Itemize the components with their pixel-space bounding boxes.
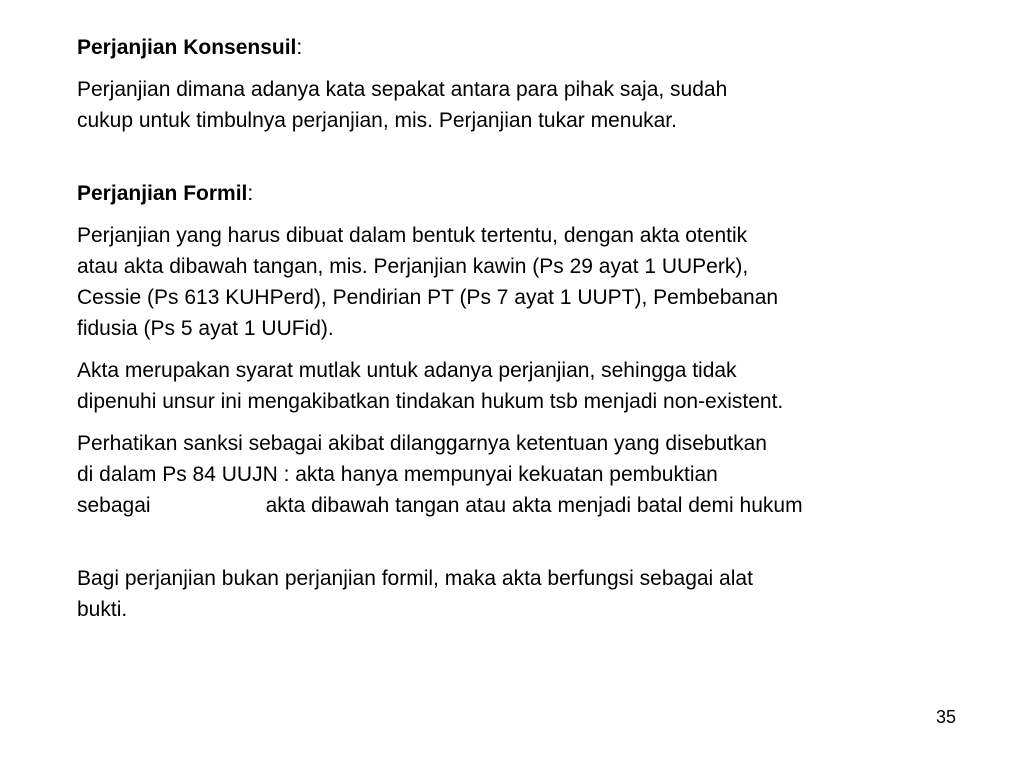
text-line: cukup untuk timbulnya perjanjian, mis. Perjanjian tukar menukar. xyxy=(77,109,677,132)
text-line: Perjanjian dimana adanya kata sepakat antara para pihak saja, sudah xyxy=(77,78,728,101)
text-line: Cessie (Ps 613 KUHPerd), Pendirian PT (Ps 7 ayat 1 UUPT), Pembebanan xyxy=(77,286,779,309)
heading-formil-colon: : xyxy=(247,182,254,205)
spacer xyxy=(77,136,977,178)
text-line: atau akta dibawah tangan, mis. Perjanjian kawin (Ps 29 ayat 1 UUPerk), xyxy=(77,255,749,278)
spacer xyxy=(77,63,977,74)
heading-formil-text: Perjanjian Formil xyxy=(77,182,248,205)
text-line-end: akta dibawah tangan atau akta menjadi batal demi hukum xyxy=(265,494,803,517)
heading-konsensuil-text: Perjanjian Konsensuil xyxy=(77,36,297,59)
spacer xyxy=(77,417,977,428)
heading-konsensuil-colon: : xyxy=(296,36,303,59)
text-line: fidusia (Ps 5 ayat 1 UUFid). xyxy=(77,317,334,340)
heading-perjanjian-formil xyxy=(77,178,977,209)
spacer xyxy=(77,209,977,220)
spacer xyxy=(77,344,977,355)
text-line: Perjanjian yang harus dibuat dalam bentuk tertentu, dengan akta otentik xyxy=(77,224,748,247)
text-line: bukti. xyxy=(77,598,128,621)
text-line: Bagi perjanjian bukan perjanjian formil, maka akta berfungsi sebagai alat xyxy=(77,567,753,590)
spacer xyxy=(77,521,977,563)
text-line: di dalam Ps 84 UUJN : akta hanya mempunyai kekuatan pembuktian xyxy=(77,463,718,486)
paragraph-formil-syarat xyxy=(77,355,977,417)
text-line: Akta merupakan syarat mutlak untuk adanya perjanjian, sehingga tidak xyxy=(77,359,737,382)
text-line: Perhatikan sanksi sebagai akibat dilanggarnya ketentuan yang disebutkan xyxy=(77,432,767,455)
paragraph-konsensuil xyxy=(77,74,977,136)
paragraph-bukan-formil xyxy=(77,563,977,625)
heading-perjanjian-konsensuil xyxy=(77,32,977,63)
page-number: 35 xyxy=(936,707,957,727)
paragraph-formil-definition xyxy=(77,220,977,344)
paragraph-formil-sanksi xyxy=(77,428,977,521)
text-line-start: sebagai xyxy=(77,494,151,517)
text-line xyxy=(77,490,977,521)
text-line: dipenuhi unsur ini mengakibatkan tindakan hukum tsb menjadi non-existent. xyxy=(77,390,784,413)
slide-content xyxy=(77,32,977,625)
